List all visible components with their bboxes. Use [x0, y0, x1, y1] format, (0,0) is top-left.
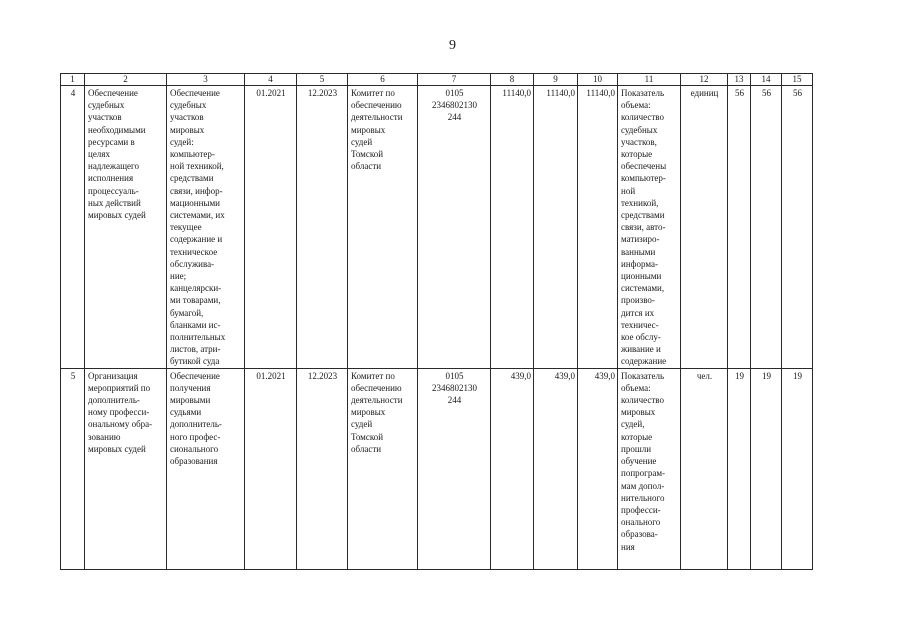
column-number: 12 [681, 74, 728, 86]
table-row [61, 368, 813, 569]
column-number: 14 [751, 74, 782, 86]
column-number: 4 [245, 74, 297, 86]
executor: Комитет по обеспечению деятельности мировых судей Томской области [348, 368, 418, 569]
budget-code: 0105 2346802130 244 [418, 368, 491, 569]
value-col-13: 19 [728, 368, 751, 569]
column-number: 15 [782, 74, 813, 86]
start-date: 01.2021 [245, 368, 297, 569]
column-number-row [61, 74, 813, 86]
start-date: 01.2021 [245, 86, 297, 369]
column-number: 2 [85, 74, 167, 86]
amount-col-8: 11140,0 [491, 86, 534, 369]
column-number: 11 [618, 74, 681, 86]
table-row [61, 86, 813, 369]
value-col-14: 19 [751, 368, 782, 569]
column-number: 7 [418, 74, 491, 86]
activity-description: Обеспечение судебных участков мировых судей: компьютер- ной техникой, средствами связи, инфор- мационными системами, их текущее содержание и техническое обслужива- ние; канцелярски- ми товарами, бумагой, бланками ис- полнительных листов, атри- бутикой суда [167, 86, 245, 369]
amount-col-9: 11140,0 [534, 86, 578, 369]
amount-col-10: 439,0 [578, 368, 618, 569]
unit: единиц [681, 86, 728, 369]
column-number: 13 [728, 74, 751, 86]
column-number: 1 [61, 74, 85, 86]
activity-name: Организация мероприятий по дополнитель- ному професси- ональному обра- зованию мировых судей [85, 368, 167, 569]
value-col-13: 56 [728, 86, 751, 369]
column-number: 6 [348, 74, 418, 86]
page-number: 9 [449, 38, 456, 53]
value-col-15: 56 [782, 86, 813, 369]
end-date: 12.2023 [297, 368, 348, 569]
amount-col-9: 439,0 [534, 368, 578, 569]
amount-col-10: 11140,0 [578, 86, 618, 369]
indicator: Показатель объема: количество судебных участков, которые обеспечены компьютер- ной техникой, средствами связи, авто- матизиро- ванными информа- ционными системами, произво- дится их техничес- кое обслу- живание и содержание [618, 86, 681, 369]
amount-col-8: 439,0 [491, 368, 534, 569]
value-col-14: 56 [751, 86, 782, 369]
row-number: 4 [61, 86, 85, 369]
end-date: 12.2023 [297, 86, 348, 369]
column-number: 10 [578, 74, 618, 86]
activity-description: Обеспечение получения мировыми судьями дополнитель- ного профес- сионального образования [167, 368, 245, 569]
executor: Комитет по обеспечению деятельности мировых судей Томской области [348, 86, 418, 369]
column-number: 3 [167, 74, 245, 86]
indicator: Показатель объема: количество мировых судей, которые прошли обучение попрограм- мам допол- нительного професси- онального образова- ния [618, 368, 681, 569]
column-number: 9 [534, 74, 578, 86]
activity-name: Обеспечение судебных участков необходимыми ресурсами в целях надлежащего исполнения процессуаль- ных действий мировых судей [85, 86, 167, 369]
budget-code: 0105 2346802130 244 [418, 86, 491, 369]
column-number: 5 [297, 74, 348, 86]
unit: чел. [681, 368, 728, 569]
program-activities-table [60, 73, 813, 570]
value-col-15: 19 [782, 368, 813, 569]
column-number: 8 [491, 74, 534, 86]
row-number: 5 [61, 368, 85, 569]
